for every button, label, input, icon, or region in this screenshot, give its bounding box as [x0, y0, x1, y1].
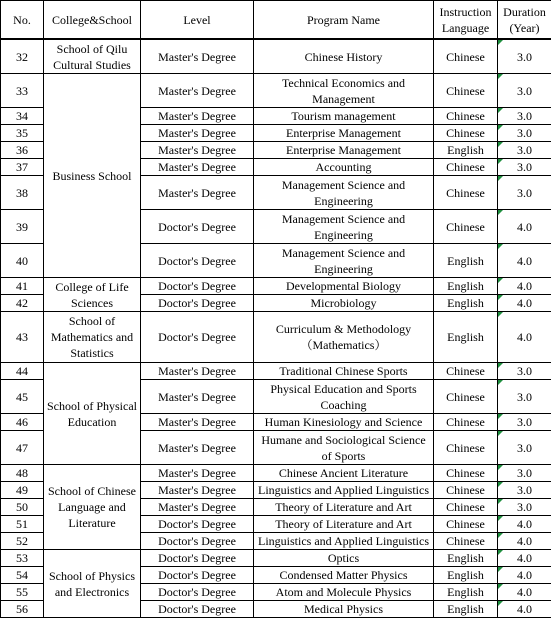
- level-cell: Doctor's Degree: [141, 295, 254, 312]
- level-cell: Master's Degree: [141, 125, 254, 142]
- program-cell: Traditional Chinese Sports: [254, 363, 434, 380]
- college-cell: School of Physics and Electronics: [44, 550, 141, 618]
- duration-cell: 3.0: [498, 108, 551, 125]
- duration-cell: 3.0: [498, 142, 551, 159]
- language-cell: Chinese: [434, 533, 498, 550]
- program-cell: Human Kinesiology and Science: [254, 414, 434, 431]
- level-cell: Master's Degree: [141, 159, 254, 176]
- program-cell: Management Science and Engineering: [254, 176, 434, 210]
- level-cell: Master's Degree: [141, 142, 254, 159]
- row-no: 33: [1, 74, 44, 108]
- program-cell: Linguistics and Applied Linguistics: [254, 482, 434, 499]
- duration-cell: 4.0: [498, 210, 551, 244]
- row-no: 35: [1, 125, 44, 142]
- college-cell: School of Mathematics and Statistics: [44, 312, 141, 363]
- row-no: 50: [1, 499, 44, 516]
- duration-cell: 4.0: [498, 601, 551, 618]
- row-no: 43: [1, 312, 44, 363]
- level-cell: Doctor's Degree: [141, 516, 254, 533]
- row-no: 52: [1, 533, 44, 550]
- header-language: Instruction Language: [434, 1, 498, 40]
- language-cell: Chinese: [434, 125, 498, 142]
- duration-cell: 3.0: [498, 363, 551, 380]
- language-cell: Chinese: [434, 176, 498, 210]
- language-cell: Chinese: [434, 363, 498, 380]
- level-cell: Doctor's Degree: [141, 278, 254, 295]
- table-row: [1, 363, 551, 380]
- language-cell: Chinese: [434, 431, 498, 465]
- duration-cell: 4.0: [498, 278, 551, 295]
- row-no: 44: [1, 363, 44, 380]
- language-cell: English: [434, 567, 498, 584]
- program-cell: Chinese History: [254, 39, 434, 74]
- program-cell: Theory of Literature and Art: [254, 499, 434, 516]
- college-cell: College of Life Sciences: [44, 278, 141, 312]
- row-no: 47: [1, 431, 44, 465]
- language-cell: English: [434, 584, 498, 601]
- language-cell: Chinese: [434, 74, 498, 108]
- level-cell: Doctor's Degree: [141, 533, 254, 550]
- header-program: Program Name: [254, 1, 434, 40]
- level-cell: Doctor's Degree: [141, 244, 254, 278]
- level-cell: Doctor's Degree: [141, 550, 254, 567]
- college-cell: School of Physical Education: [44, 363, 141, 465]
- row-no: 34: [1, 108, 44, 125]
- row-no: 48: [1, 465, 44, 482]
- program-cell: Chinese Ancient Literature: [254, 465, 434, 482]
- program-cell: Condensed Matter Physics: [254, 567, 434, 584]
- row-no: 46: [1, 414, 44, 431]
- duration-cell: 3.0: [498, 159, 551, 176]
- program-cell: Theory of Literature and Art: [254, 516, 434, 533]
- duration-cell: 4.0: [498, 312, 551, 363]
- program-cell: Curriculum & Methodology（Mathematics）: [254, 312, 434, 363]
- language-cell: Chinese: [434, 465, 498, 482]
- row-no: 38: [1, 176, 44, 210]
- program-cell: Technical Economics and Management: [254, 74, 434, 108]
- level-cell: Doctor's Degree: [141, 584, 254, 601]
- language-cell: English: [434, 295, 498, 312]
- program-cell: Developmental Biology: [254, 278, 434, 295]
- language-cell: English: [434, 312, 498, 363]
- program-cell: Management Science and Engineering: [254, 210, 434, 244]
- language-cell: Chinese: [434, 380, 498, 414]
- duration-cell: 3.0: [498, 482, 551, 499]
- language-cell: English: [434, 550, 498, 567]
- program-cell: Atom and Molecule Physics: [254, 584, 434, 601]
- language-cell: Chinese: [434, 210, 498, 244]
- row-no: 49: [1, 482, 44, 499]
- table-row: [1, 465, 551, 482]
- header-no: No.: [1, 1, 44, 40]
- language-cell: Chinese: [434, 39, 498, 74]
- table-row: [1, 312, 551, 363]
- row-no: 36: [1, 142, 44, 159]
- duration-cell: 3.0: [498, 380, 551, 414]
- header-level: Level: [141, 1, 254, 40]
- program-cell: Management Science and Engineering: [254, 244, 434, 278]
- row-no: 54: [1, 567, 44, 584]
- table-row: [1, 278, 551, 295]
- level-cell: Master's Degree: [141, 465, 254, 482]
- duration-cell: 3.0: [498, 431, 551, 465]
- level-cell: Master's Degree: [141, 482, 254, 499]
- level-cell: Doctor's Degree: [141, 567, 254, 584]
- row-no: 42: [1, 295, 44, 312]
- row-no: 32: [1, 39, 44, 74]
- level-cell: Master's Degree: [141, 74, 254, 108]
- table-row: [1, 550, 551, 567]
- program-cell: Tourism management: [254, 108, 434, 125]
- language-cell: Chinese: [434, 159, 498, 176]
- header-college: College&School: [44, 1, 141, 40]
- language-cell: English: [434, 244, 498, 278]
- level-cell: Master's Degree: [141, 363, 254, 380]
- duration-cell: 3.0: [498, 74, 551, 108]
- level-cell: Doctor's Degree: [141, 210, 254, 244]
- level-cell: Master's Degree: [141, 414, 254, 431]
- level-cell: Master's Degree: [141, 39, 254, 74]
- duration-cell: 3.0: [498, 176, 551, 210]
- program-cell: Physical Education and Sports Coaching: [254, 380, 434, 414]
- row-no: 55: [1, 584, 44, 601]
- row-no: 37: [1, 159, 44, 176]
- row-no: 53: [1, 550, 44, 567]
- program-cell: Enterprise Management: [254, 142, 434, 159]
- program-cell: Microbiology: [254, 295, 434, 312]
- row-no: 39: [1, 210, 44, 244]
- level-cell: Doctor's Degree: [141, 601, 254, 618]
- program-cell: Linguistics and Applied Linguistics: [254, 533, 434, 550]
- duration-cell: 4.0: [498, 244, 551, 278]
- language-cell: Chinese: [434, 482, 498, 499]
- row-no: 56: [1, 601, 44, 618]
- table-row: [1, 74, 551, 108]
- duration-cell: 4.0: [498, 584, 551, 601]
- college-cell: School of Qilu Cultural Studies: [44, 39, 141, 74]
- duration-cell: 4.0: [498, 550, 551, 567]
- program-cell: Enterprise Management: [254, 125, 434, 142]
- row-no: 40: [1, 244, 44, 278]
- college-cell: Business School: [44, 74, 141, 278]
- program-cell: Accounting: [254, 159, 434, 176]
- row-no: 51: [1, 516, 44, 533]
- level-cell: Master's Degree: [141, 380, 254, 414]
- row-no: 45: [1, 380, 44, 414]
- level-cell: Master's Degree: [141, 431, 254, 465]
- language-cell: Chinese: [434, 516, 498, 533]
- level-cell: Master's Degree: [141, 108, 254, 125]
- level-cell: Master's Degree: [141, 176, 254, 210]
- duration-cell: 3.0: [498, 414, 551, 431]
- duration-cell: 3.0: [498, 465, 551, 482]
- duration-cell: 4.0: [498, 533, 551, 550]
- header-duration: Duration (Year): [498, 1, 551, 40]
- duration-cell: 3.0: [498, 39, 551, 74]
- program-cell: Medical Physics: [254, 601, 434, 618]
- language-cell: Chinese: [434, 414, 498, 431]
- duration-cell: 3.0: [498, 499, 551, 516]
- level-cell: Doctor's Degree: [141, 312, 254, 363]
- duration-cell: 4.0: [498, 567, 551, 584]
- program-cell: Optics: [254, 550, 434, 567]
- duration-cell: 4.0: [498, 516, 551, 533]
- program-cell: Humane and Sociological Science of Sports: [254, 431, 434, 465]
- header-row: [1, 1, 551, 40]
- table-row: [1, 39, 551, 74]
- language-cell: Chinese: [434, 499, 498, 516]
- college-cell: School of Chinese Language and Literature: [44, 465, 141, 550]
- language-cell: English: [434, 278, 498, 295]
- language-cell: English: [434, 601, 498, 618]
- language-cell: English: [434, 142, 498, 159]
- level-cell: Master's Degree: [141, 499, 254, 516]
- row-no: 41: [1, 278, 44, 295]
- language-cell: Chinese: [434, 108, 498, 125]
- duration-cell: 3.0: [498, 125, 551, 142]
- duration-cell: 4.0: [498, 295, 551, 312]
